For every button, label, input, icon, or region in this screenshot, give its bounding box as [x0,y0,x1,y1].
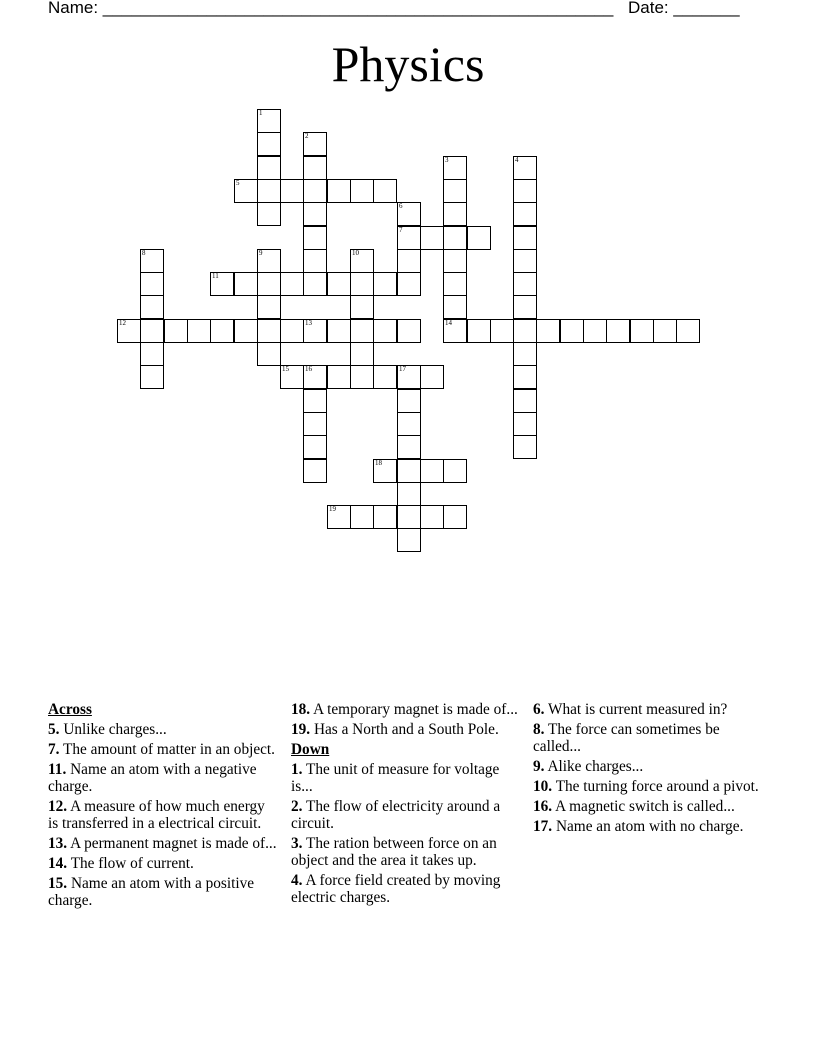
crossword-cell[interactable] [467,319,491,343]
date-field-label[interactable]: Date: _______ [628,0,740,17]
clue-text: Name an atom with no charge. [555,818,744,835]
crossword-cell[interactable] [397,505,421,529]
crossword-cell[interactable] [280,365,304,389]
clue-column-1 [48,701,278,912]
crossword-cell[interactable] [140,365,164,389]
crossword-cell[interactable] [513,156,537,180]
crossword-cell[interactable] [327,505,351,529]
clue-text: A measure of how much energy is transferred in a electrical circuit. [48,798,265,832]
crossword-cell[interactable] [350,295,374,319]
crossword-cell[interactable] [350,319,374,343]
clue-item [291,798,523,832]
clue-item [533,778,763,795]
crossword-cell[interactable] [257,272,281,296]
clue-item [48,741,278,758]
cell-number: 19 [329,505,336,513]
crossword-cell[interactable] [397,482,421,506]
crossword-cell[interactable] [443,249,467,273]
crossword-cell[interactable] [303,156,327,180]
crossword-cell[interactable] [420,226,444,250]
crossword-cell[interactable] [257,342,281,366]
clue-text: The flow of current. [70,855,194,872]
crossword-cell[interactable] [257,249,281,273]
crossword-cell[interactable] [513,319,537,343]
crossword-cell[interactable] [397,319,421,343]
crossword-cell[interactable] [373,459,397,483]
clue-text: A temporary magnet is made of... [313,701,518,718]
clue-text: The turning force around a pivot. [555,778,759,795]
crossword-cell[interactable] [513,295,537,319]
clue-text: The ration between force on an object and the area it takes up. [291,835,497,869]
crossword-cell[interactable] [397,459,421,483]
cell-number: 6 [399,202,403,210]
crossword-cell[interactable] [443,505,467,529]
crossword-cell[interactable] [583,319,607,343]
crossword-cell[interactable] [443,226,467,250]
clue-number: 15. [48,875,68,892]
crossword-cell[interactable] [117,319,141,343]
crossword-cell[interactable] [513,365,537,389]
crossword-cell[interactable] [606,319,630,343]
crossword-cell[interactable] [327,272,351,296]
crossword-cell[interactable] [303,412,327,436]
cell-number: 16 [305,365,312,373]
clue-item [291,701,523,718]
clue-number: 9. [533,758,545,775]
clue-item [291,721,523,738]
cell-number: 18 [375,459,382,467]
cell-number: 13 [305,319,312,327]
crossword-cell[interactable] [630,319,654,343]
crossword-cell[interactable] [303,202,327,226]
crossword-cell[interactable] [234,272,258,296]
crossword-cell[interactable] [536,319,560,343]
crossword-cell[interactable] [397,365,421,389]
crossword-cell[interactable] [397,435,421,459]
crossword-cell[interactable] [397,412,421,436]
crossword-cell[interactable] [397,202,421,226]
crossword-cell[interactable] [234,179,258,203]
crossword-cell[interactable] [234,319,258,343]
crossword-cell[interactable] [513,179,537,203]
crossword-cell[interactable] [373,505,397,529]
clue-item [291,872,523,906]
crossword-cell[interactable] [443,179,467,203]
crossword-cell[interactable] [397,272,421,296]
clue-text: A magnetic switch is called... [555,798,735,815]
crossword-cell[interactable] [443,156,467,180]
clue-text: Name an atom with a positive charge. [48,875,255,909]
crossword-cell[interactable] [676,319,700,343]
crossword-cell[interactable] [443,295,467,319]
crossword-cell[interactable] [513,202,537,226]
crossword-cell[interactable] [467,226,491,250]
clue-number: 8. [533,721,545,738]
crossword-cell[interactable] [350,342,374,366]
clue-item [291,835,523,869]
clue-item [533,721,763,755]
clue-text: The amount of matter in an object. [63,741,276,758]
crossword-cell[interactable] [164,319,188,343]
clue-text: Unlike charges... [63,721,167,738]
clue-number: 1. [291,761,303,778]
crossword-cell[interactable] [373,319,397,343]
cell-number: 15 [282,365,289,373]
crossword-cell[interactable] [420,505,444,529]
crossword-cell[interactable] [257,319,281,343]
clue-item [533,818,763,835]
crossword-cell[interactable] [187,319,211,343]
crossword-cell[interactable] [373,179,397,203]
crossword-cell[interactable] [560,319,584,343]
clue-number: 14. [48,855,68,872]
crossword-cell[interactable] [327,365,351,389]
crossword-cell[interactable] [280,272,304,296]
crossword-cell[interactable] [257,156,281,180]
crossword-cell[interactable] [303,435,327,459]
crossword-cell[interactable] [420,459,444,483]
crossword-cell[interactable] [397,249,421,273]
cell-number: 11 [212,272,219,280]
clue-text: What is current measured in? [548,701,728,718]
cell-number: 8 [142,249,146,257]
cell-number: 1 [259,109,263,117]
clue-item [48,798,278,832]
crossword-cell[interactable] [350,249,374,273]
clue-number: 7. [48,741,60,758]
crossword-cell[interactable] [350,365,374,389]
crossword-cell[interactable] [513,412,537,436]
clue-text: The unit of measure for voltage is... [291,761,500,795]
clue-text: Alike charges... [547,758,644,775]
crossword-cell[interactable] [443,272,467,296]
clue-text: Has a North and a South Pole. [313,721,499,738]
clue-item [291,761,523,795]
crossword-cell[interactable] [140,272,164,296]
crossword-cell[interactable] [397,226,421,250]
clue-number: 18. [291,701,311,718]
crossword-cell[interactable] [397,389,421,413]
clue-text: A force field created by moving electric charges. [291,872,501,906]
crossword-cell[interactable] [350,179,374,203]
crossword-cell[interactable] [513,226,537,250]
crossword-cell[interactable] [303,249,327,273]
crossword-cell[interactable] [443,319,467,343]
crossword-cell[interactable] [140,319,164,343]
clue-number: 2. [291,798,303,815]
crossword-cell[interactable] [513,342,537,366]
crossword-cell[interactable] [373,272,397,296]
crossword-cell[interactable] [280,319,304,343]
crossword-cell[interactable] [443,202,467,226]
crossword-cell[interactable] [513,272,537,296]
crossword-cell[interactable] [513,389,537,413]
crossword-cell[interactable] [373,365,397,389]
crossword-cell[interactable] [280,179,304,203]
clue-text: A permanent magnet is made of... [70,835,277,852]
across-heading: Across [48,701,92,718]
clue-item [48,721,278,738]
crossword-cell[interactable] [303,459,327,483]
clue-number: 16. [533,798,553,815]
crossword-cell[interactable] [350,272,374,296]
clue-text: Name an atom with a negative charge. [48,761,257,795]
crossword-cell[interactable] [303,365,327,389]
crossword-cell[interactable] [303,272,327,296]
clue-number: 4. [291,872,303,889]
clue-number: 11. [48,761,67,778]
cell-number: 3 [445,156,449,164]
cell-number: 7 [399,226,403,234]
clue-item [48,761,278,795]
cell-number: 2 [305,132,309,140]
crossword-cell[interactable] [420,365,444,389]
crossword-cell[interactable] [513,249,537,273]
cell-number: 12 [119,319,126,327]
clue-text: The force can sometimes be called... [533,721,720,755]
clue-column-2 [291,701,523,909]
crossword-cell[interactable] [257,132,281,156]
crossword-cell[interactable] [210,319,234,343]
down-heading: Down [291,741,330,758]
crossword-cell[interactable] [210,272,234,296]
clue-number: 13. [48,835,68,852]
crossword-cell[interactable] [303,389,327,413]
crossword-cell[interactable] [257,202,281,226]
crossword-cell[interactable] [257,179,281,203]
cell-number: 4 [515,156,519,164]
page-title: Physics [331,36,485,92]
clue-number: 17. [533,818,553,835]
clue-item [48,855,278,872]
crossword-cell[interactable] [443,459,467,483]
cell-number: 14 [445,319,452,327]
cell-number: 10 [352,249,359,257]
crossword-cell[interactable] [653,319,677,343]
clue-number: 19. [291,721,311,738]
clue-number: 10. [533,778,553,795]
clue-column-3 [533,701,763,838]
crossword-cell[interactable] [140,295,164,319]
crossword-cell[interactable] [327,319,351,343]
name-field-label[interactable]: Name: ______________________________________________________ [48,0,614,17]
cell-number: 5 [236,179,240,187]
crossword-cell[interactable] [513,435,537,459]
crossword-cell[interactable] [140,249,164,273]
crossword-cell[interactable] [303,179,327,203]
clue-text: The flow of electricity around a circuit. [291,798,501,832]
crossword-cell[interactable] [327,179,351,203]
clue-item [533,758,763,775]
clue-number: 5. [48,721,60,738]
clue-number: 6. [533,701,545,718]
clue-number: 12. [48,798,68,815]
crossword-cell[interactable] [257,295,281,319]
crossword-cell[interactable] [303,226,327,250]
clue-item [533,798,763,815]
clue-item [48,835,278,852]
crossword-cell[interactable] [397,528,421,552]
cell-number: 9 [259,249,263,257]
crossword-cell[interactable] [303,132,327,156]
clue-item [48,875,278,909]
clue-item [533,701,763,718]
cell-number: 17 [399,365,406,373]
crossword-cell[interactable] [350,505,374,529]
crossword-cell[interactable] [257,109,281,133]
crossword-cell[interactable] [490,319,514,343]
crossword-cell[interactable] [140,342,164,366]
crossword-cell[interactable] [303,319,327,343]
clue-number: 3. [291,835,303,852]
